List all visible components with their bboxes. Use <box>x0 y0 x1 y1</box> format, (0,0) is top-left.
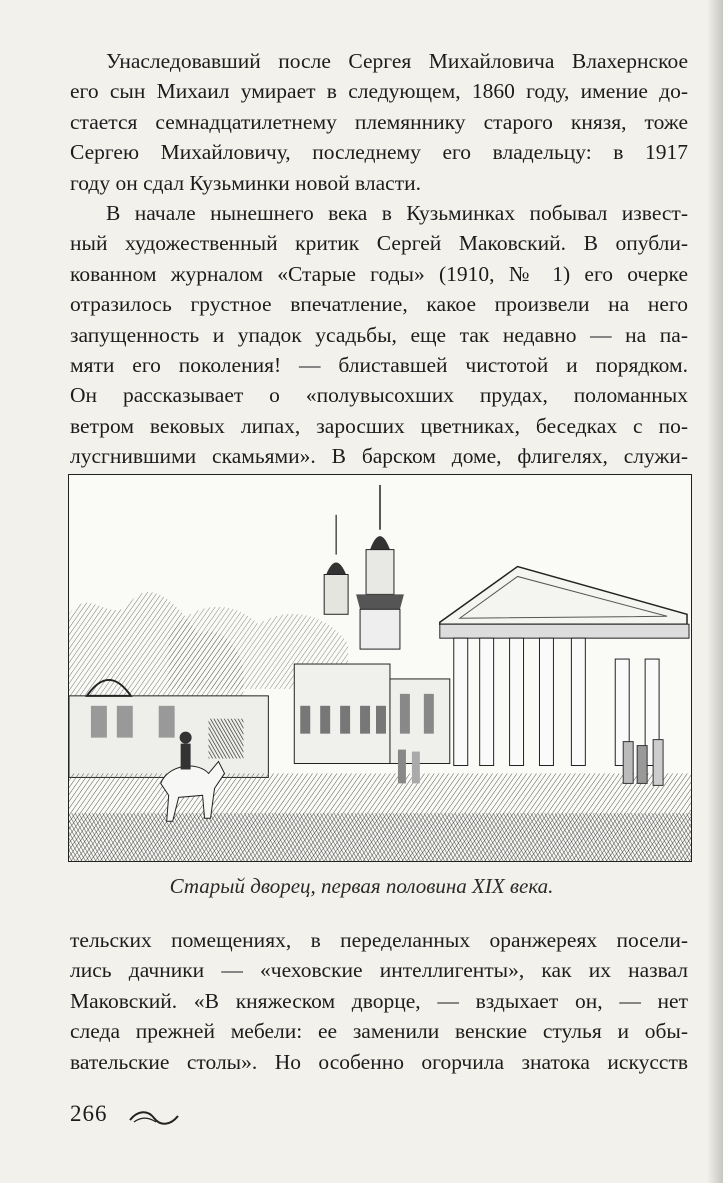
text-line: тельских помещениях, в переделанных оранжереях посели- <box>70 928 688 952</box>
paragraph-bottom <box>70 925 688 1077</box>
text-line: лись дачники — «чеховские интеллигенты», как их назвал <box>70 958 688 983</box>
text-line: ветром вековых липах, заросших цветниках, беседках с по- <box>70 413 688 438</box>
paragraph-top <box>70 46 688 471</box>
text-line: В начале нынешнего века в Кузьминках побывал извест- <box>106 200 688 225</box>
text-line: стается семнадцатилетнему племяннику старого князя, тоже <box>70 109 688 134</box>
text-line: кованном журналом «Старые годы» (1910, № 1) его очерке <box>70 261 688 286</box>
text-line: Сергею Михайловичу, последнему его владельцу: в 1917 <box>70 140 688 165</box>
text-line: следа прежней мебели: ее заменили венские стулья и обы- <box>70 1019 688 1044</box>
text-line: мяти его поколения! — блиставшей чистотой и порядком. <box>70 352 688 377</box>
text-line: Унаследовавший после Сергея Михайловича Влахернское <box>106 49 688 73</box>
text-line: вательские столы». Но особенно огорчила знатока искусств <box>70 1049 688 1074</box>
engraving-old-palace <box>68 474 692 862</box>
swash-ornament-icon <box>128 1106 180 1130</box>
text-line: отразилось грустное впечатление, какое произвели на него <box>70 292 688 317</box>
figure-caption: Старый дворец, первая половина XIX века. <box>169 874 554 898</box>
central-block <box>294 664 390 763</box>
text-line: Он рассказывает о «полувысохших прудах, поломанных <box>70 383 688 408</box>
text-line: ный художественный критик Сергей Маковский. В опубли- <box>70 231 688 256</box>
page-spine-shadow <box>707 0 723 1183</box>
text-line: Маковский. «В княжеском дворце, — вздыхает он, — нет <box>70 988 688 1013</box>
text-line: его сын Михаил умирает в следующем, 1860 году, имение до- <box>70 79 688 104</box>
page-number: 266 <box>70 1101 108 1126</box>
text-line: запущенность и упадок усадьбы, еще так недавно — на па- <box>70 322 688 347</box>
text-line: году он сдал Кузьминки новой власти. <box>70 170 421 195</box>
text-line: лусгнившими скамьями». В барском доме, флигелях, служи- <box>70 444 688 469</box>
engraving-illustration <box>69 475 691 861</box>
